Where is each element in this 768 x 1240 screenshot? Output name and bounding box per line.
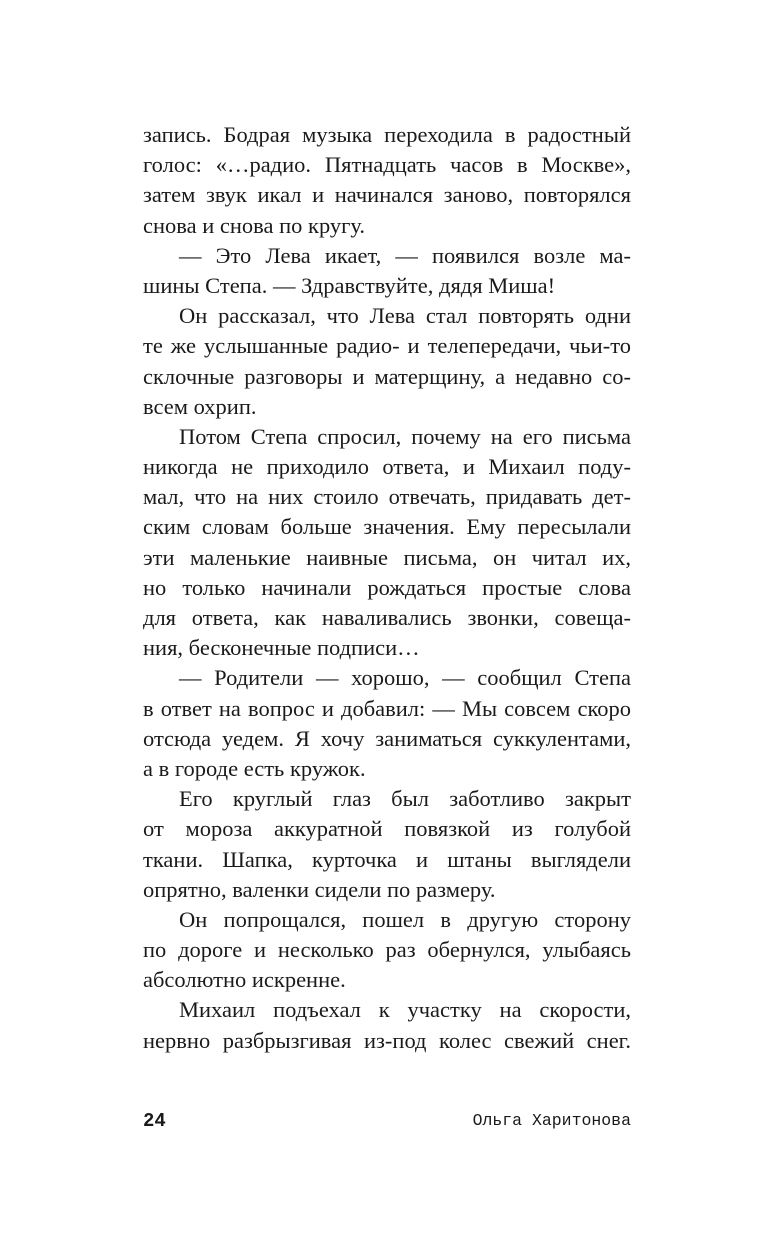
text-line: снова и снова по кругу. bbox=[143, 212, 366, 238]
running-title: Ольга Харитонова bbox=[472, 1111, 631, 1130]
text-line: — Это Лева икает, — появился возле ма- bbox=[179, 242, 631, 268]
text-line: Потом Степа спросил, почему на его письма bbox=[179, 423, 631, 449]
text-line: эти маленькие наивные письма, он читал их, bbox=[143, 544, 631, 570]
text-line: ским словам больше значения. Ему пересылали bbox=[143, 514, 631, 540]
text-line: шины Степа. — Здравствуйте, дядя Миша! bbox=[143, 272, 556, 298]
text-line: от мороза аккуратной повязкой из голубой bbox=[143, 816, 631, 842]
text-line: нервно разбрызгивая из-под колес свежий снег. bbox=[143, 1027, 631, 1053]
text-line: Он рассказал, что Лева стал повторять одни bbox=[179, 303, 631, 329]
text-line: для ответа, как наваливались звонки, совеща- bbox=[143, 605, 631, 630]
text-line: никогда не приходило ответа, и Михаил поду- bbox=[143, 454, 631, 480]
text-line: затем звук икал и начинался заново, повторялся bbox=[143, 182, 631, 208]
text-line: ткани. Шапка, курточка и штаны выглядели bbox=[143, 846, 631, 872]
page-body-text bbox=[143, 120, 631, 1056]
page-number: 24 bbox=[143, 1110, 166, 1132]
text-line: опрятно, валенки сидели по размеру. bbox=[143, 876, 496, 902]
text-line: по дороге и несколько раз обернулся, улыбаясь bbox=[143, 937, 631, 963]
text-line: — Родители — хорошо, — сообщил Степа bbox=[179, 665, 631, 691]
text-line: ния, бесконечные подписи… bbox=[143, 635, 420, 661]
text-line: Он попрощался, пошел в другую сторону bbox=[179, 906, 631, 932]
text-line: Его круглый глаз был заботливо закрыт bbox=[179, 786, 631, 812]
text-line: те же услышанные радио- и телепередачи, чьи-то bbox=[143, 333, 631, 359]
text-line: склочные разговоры и матерщину, а недавно со- bbox=[143, 363, 631, 389]
text-line: Михаил подъехал к участку на скорости, bbox=[179, 997, 631, 1023]
text-line: в ответ на вопрос и добавил: — Мы совсем скоро bbox=[143, 695, 631, 721]
page-footer bbox=[143, 1110, 631, 1136]
text-line: запись. Бодрая музыка переходила в радостный bbox=[143, 122, 631, 147]
text-line: мал, что на них стоило отвечать, придавать дет- bbox=[143, 484, 631, 510]
text-line: абсолютно искренне. bbox=[143, 967, 346, 993]
text-line: голос: «…радио. Пятнадцать часов в Москве», bbox=[143, 152, 631, 178]
text-line: но только начинали рождаться простые слова bbox=[143, 574, 631, 600]
text-line: отсюда уедем. Я хочу заниматься суккулентами, bbox=[143, 725, 631, 751]
text-line: всем охрип. bbox=[143, 393, 257, 419]
text-line: а в городе есть кружок. bbox=[143, 755, 366, 781]
